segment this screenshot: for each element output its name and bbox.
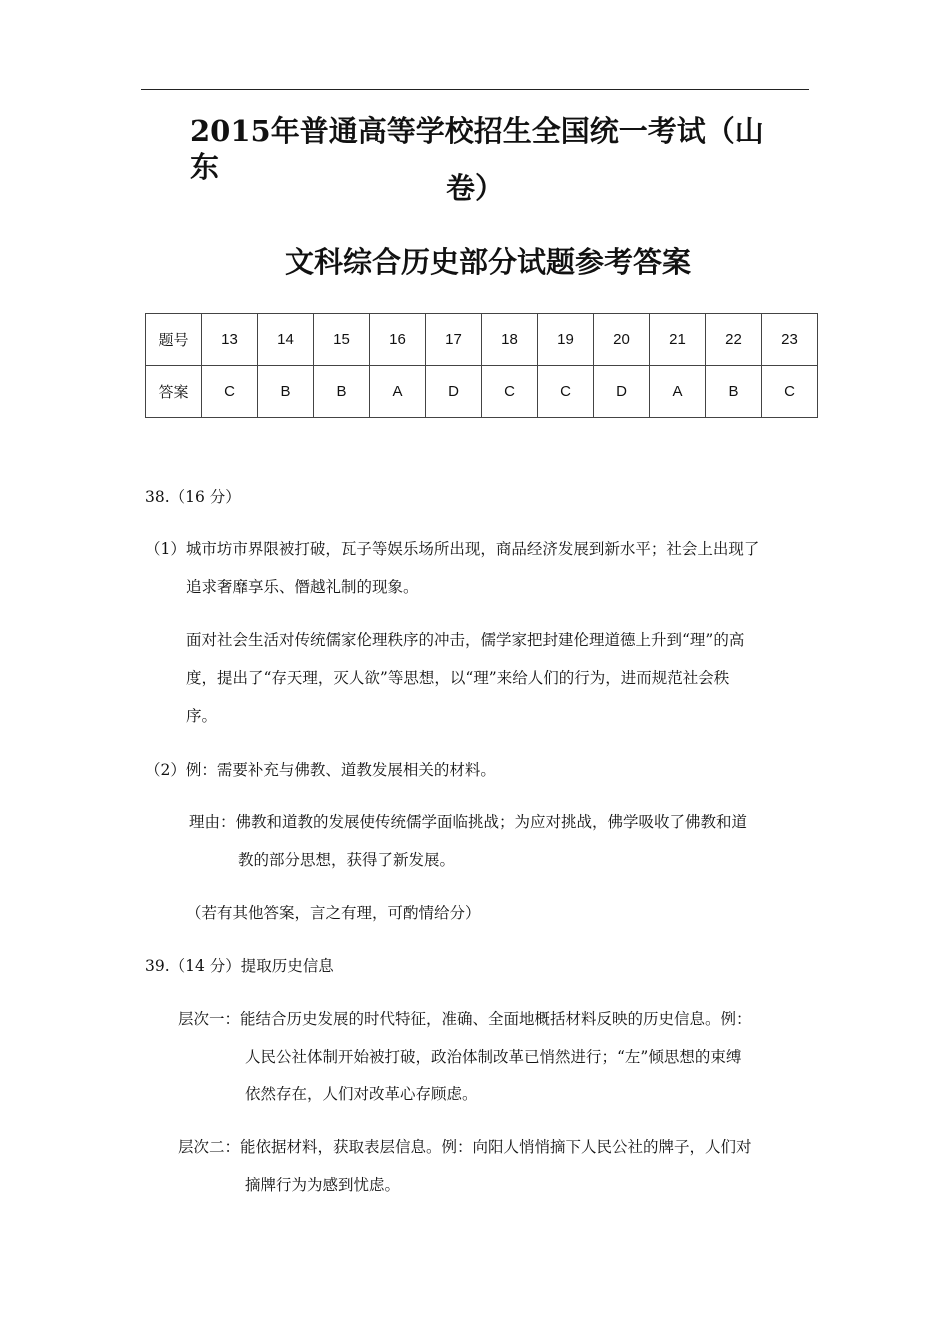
- q39-level1-line1: 层次一：能结合历史发展的时代特征，准确、全面地概括材料反映的历史信息。例：: [178, 1010, 752, 1028]
- table-cell: B: [706, 366, 762, 418]
- top-rule: [141, 89, 809, 90]
- answer-table: [145, 313, 818, 418]
- table-cell: A: [370, 366, 426, 418]
- q38-para2-line2: 度，提出了“存天理，灭人欲”等思想，以“理”来给人们的行为，进而规范社会秩: [186, 669, 730, 687]
- q38-part1-line1: （1）城市坊市界限被打破，瓦子等娱乐场所出现，商品经济发展到新水平；社会上出现了: [145, 540, 760, 558]
- q39-level1-line3: 依然存在，人们对改革心存顾虑。: [245, 1085, 478, 1103]
- table-cell: 13: [202, 314, 258, 366]
- q39-level2-line1: 层次二：能依据材料，获取表层信息。例：向阳人悄悄摘下人民公社的牌子，人们对: [178, 1138, 752, 1156]
- table-cell: C: [762, 366, 818, 418]
- table-cell: 14: [258, 314, 314, 366]
- document-title-line1: 2015年普通高等学校招生全国统一考试（山东: [190, 114, 764, 184]
- q38-para2-line1: 面对社会生活对传统儒家伦理秩序的冲击，儒学家把封建伦理道德上升到“理”的高: [186, 631, 745, 649]
- document-title-line2: 卷）: [446, 171, 505, 205]
- table-cell: C: [538, 366, 594, 418]
- table-cell: 19: [538, 314, 594, 366]
- table-cell: 17: [426, 314, 482, 366]
- q38-note: （若有其他答案，言之有理，可酌情给分）: [186, 904, 481, 922]
- table-cell: 20: [594, 314, 650, 366]
- row-label-answer: 答案: [146, 366, 202, 418]
- table-cell: 18: [482, 314, 538, 366]
- q38-heading: 38.（16 分）: [145, 488, 241, 506]
- q38-part2: （2）例：需要补充与佛教、道教发展相关的材料。: [145, 761, 496, 779]
- table-cell: D: [594, 366, 650, 418]
- q39-level1-line2: 人民公社体制开始被打破，政治体制改革已悄然进行；“左”倾思想的束缚: [245, 1048, 742, 1066]
- table-cell: A: [650, 366, 706, 418]
- row-label-number: 题号: [146, 314, 202, 366]
- document-subtitle: 文科综合历史部分试题参考答案: [285, 245, 692, 279]
- table-cell: 21: [650, 314, 706, 366]
- q38-reason-line2: 教的部分思想，获得了新发展。: [238, 851, 456, 869]
- table-cell: C: [482, 366, 538, 418]
- q38-part1-line2: 追求奢靡享乐、僭越礼制的现象。: [186, 578, 419, 596]
- table-cell: 15: [314, 314, 370, 366]
- q39-level2-line2: 摘牌行为为感到忧虑。: [245, 1176, 401, 1194]
- table-cell: 23: [762, 314, 818, 366]
- q39-heading: 39.（14 分）提取历史信息: [145, 957, 334, 975]
- question-number-row: [146, 314, 818, 366]
- table-cell: 22: [706, 314, 762, 366]
- table-cell: D: [426, 366, 482, 418]
- table-cell: 16: [370, 314, 426, 366]
- answer-row: [146, 366, 818, 418]
- table-cell: C: [202, 366, 258, 418]
- table-cell: B: [314, 366, 370, 418]
- table-cell: B: [258, 366, 314, 418]
- q38-para2-line3: 序。: [186, 707, 218, 725]
- q38-reason-line1: 理由：佛教和道教的发展使传统儒学面临挑战；为应对挑战，佛学吸收了佛教和道: [189, 813, 748, 831]
